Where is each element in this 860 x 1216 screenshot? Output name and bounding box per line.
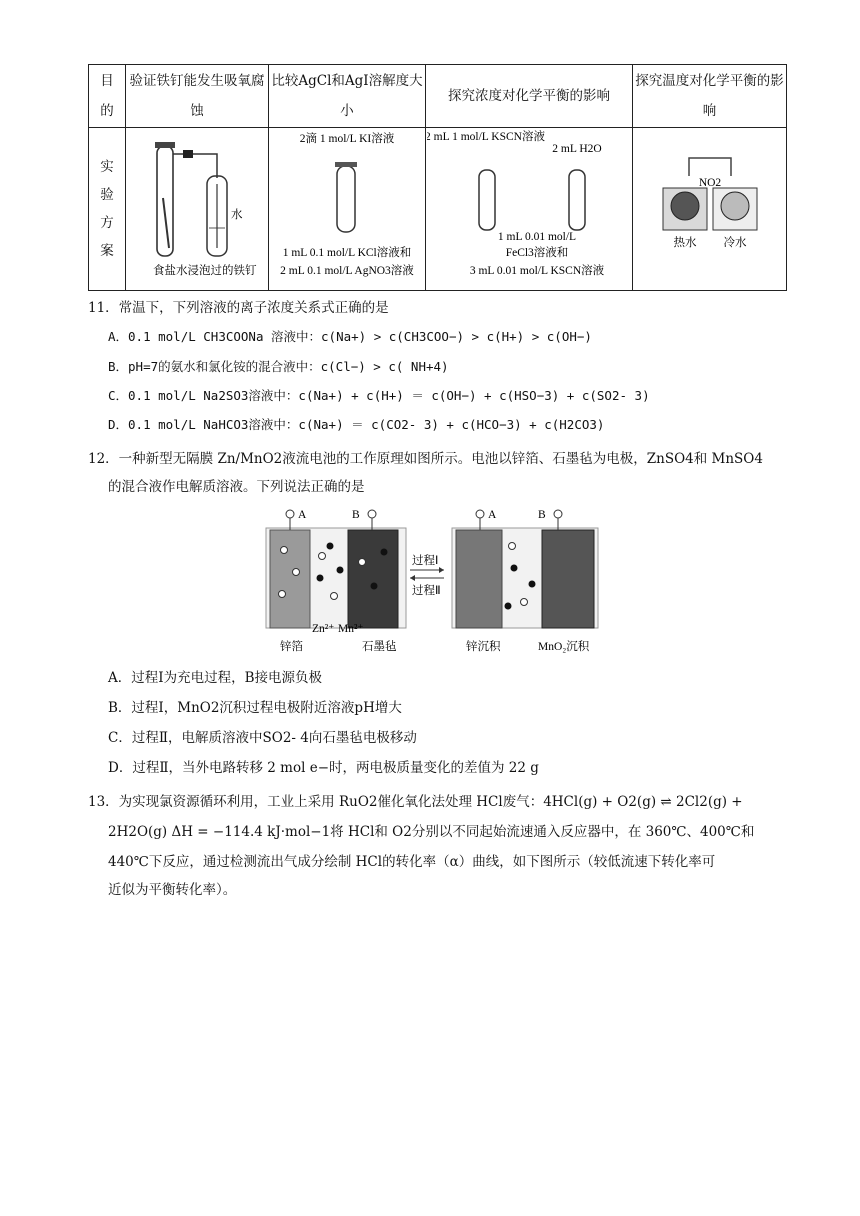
q11-option-a: A．0.1 mol/L CH3COONa 溶液中：c(Na+) > c(CH3COO−) > c(H+) > c(OH−) [108, 329, 592, 344]
purpose-cell-3: 探究浓度对化学平衡的影响 [426, 65, 633, 128]
plan-cell-2 [269, 128, 426, 291]
rust-apparatus-figure [127, 128, 267, 286]
nail-label: 食盐水浸泡过的铁钉 [153, 265, 257, 277]
q12-stem-line1: 12．一种新型无隔膜 Zn/MnO2液流电池的工作原理如图所示。电池以锌箔、石墨毡为电极，ZnSO4和 MnSO4 [88, 451, 763, 467]
purpose-cell-1: 验证铁钉能发生吸氧腐蚀 [126, 65, 269, 128]
q11-option-b: B．pH=7的氨水和氯化铵的混合液中：c(Cl−) > c( NH+4) [108, 359, 449, 374]
plan-cell-1 [126, 128, 269, 291]
q12-option-b: B．过程Ⅰ，MnO2沉积过程电极附近溶液pH增大 [108, 700, 402, 716]
q11-option-d: D．0.1 mol/L NaHCO3溶液中：c(Na+) ＝ c(CO2- 3) + c(HCO−3) + c(H2CO3) [108, 417, 605, 432]
q13-line4: 近似为平衡转化率）。 [108, 882, 237, 898]
q12-option-d: D．过程Ⅱ，当外电路转移 2 mol e−时，两电极质量变化的差值为 22 g [108, 760, 539, 776]
process-2-label: 过程Ⅱ [412, 585, 441, 597]
kscn-label: 3 mL 0.01 mol/L KSCN溶液 [469, 265, 605, 277]
hot-water-label: 热水 [673, 237, 696, 249]
plan-cell-3 [426, 128, 633, 291]
mno2-deposit-label: MnO₂沉积 [538, 641, 590, 653]
agno3-label: 2 mL 0.1 mol/L AgNO3溶液 [280, 265, 414, 277]
q13-line1: 13．为实现氯资源循环利用，工业上采用 RuO2催化氧化法处理 HCl废气：4HCl(g) + O2(g) ⇌ 2Cl2(g) + [88, 794, 743, 810]
plan-header [89, 128, 126, 291]
plan-cell-4 [633, 128, 787, 291]
battery-b-left: B [352, 509, 360, 521]
purpose-header [89, 65, 126, 128]
zinc-foil-label: 锌箔 [280, 641, 303, 653]
water-label: 水 [231, 209, 243, 221]
temperature-figure [635, 128, 785, 286]
fecl3-label: FeCl3溶液和 [505, 247, 569, 259]
battery-a-left: A [298, 509, 307, 521]
battery-figure [262, 506, 602, 656]
q13-line3: 440℃下反应，通过检测流出气成分绘制 HCl的转化率（α）曲线，如下图所示（较低流速下转化率可 [108, 854, 716, 870]
concentration-figure [427, 128, 631, 286]
q12-stem-line2: 的混合液作电解质溶液。下列说法正确的是 [108, 479, 365, 495]
no2-label: NO2 [698, 177, 721, 189]
cold-water-label: 冷水 [723, 237, 746, 249]
kcl-label: 1 mL 0.1 mol/L KCl溶液和 [282, 247, 412, 259]
graphite-label: 石墨毡 [362, 641, 397, 653]
purpose-cell-4: 探究温度对化学平衡的影响 [633, 65, 787, 128]
mn-ion-label: Mn²⁺ [338, 623, 364, 635]
ki-label: 2滴 1 mol/L KI溶液 [299, 133, 395, 145]
agcl-agi-figure [270, 128, 424, 286]
q12-option-c: C．过程Ⅱ，电解质溶液中SO2- 4向石墨毡电极移动 [108, 730, 417, 746]
q13-line2: 2H2O(g) ΔH = −114.4 kJ·mol−1将 HCl和 O2分别以不同起始流速通入反应器中，在 360℃、400℃和 [108, 824, 755, 840]
battery-b-right: B [538, 509, 546, 521]
plan-header-text: 实验方案 [100, 159, 114, 259]
q11-option-c: C．0.1 mol/L Na2SO3溶液中：c(Na+) + c(H+) ＝ c(OH−) + c(HSO−3) + c(SO2- 3) [108, 388, 650, 403]
zinc-deposit-label: 锌沉积 [466, 641, 501, 653]
purpose-cell-2: 比较AgCl和AgI溶解度大小 [269, 65, 426, 128]
q11-stem: 11．常温下，下列溶液的离子浓度关系式正确的是 [88, 300, 389, 316]
battery-a-right: A [488, 509, 497, 521]
kscn-add-label: 2 mL 1 mol/L KSCN溶液 [427, 131, 545, 143]
process-1-label: 过程Ⅰ [412, 555, 439, 567]
fecl3-conc-label: 1 mL 0.01 mol/L [497, 231, 577, 243]
q12-option-a: A．过程Ⅰ为充电过程，B接电源负极 [108, 670, 323, 686]
experiment-table [88, 64, 787, 291]
zn-ion-label: Zn²⁺ [312, 623, 335, 635]
water-add-label: 2 mL H2O [552, 143, 602, 155]
purpose-header-text: 目的 [100, 73, 114, 119]
